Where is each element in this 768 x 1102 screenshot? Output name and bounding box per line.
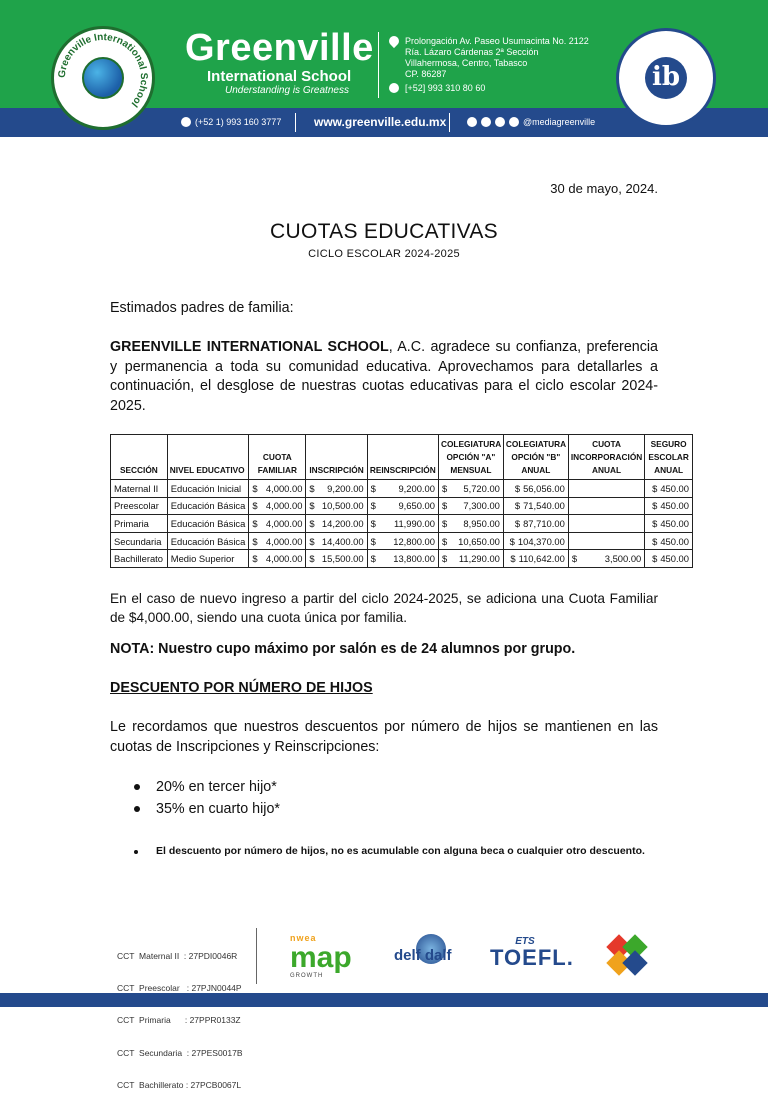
phone-icon [389,83,399,93]
table-row [111,532,693,550]
logo-text: map [290,941,352,974]
table-cell [306,550,367,568]
logo-text: TOEFL. [490,945,574,970]
school-name: GREENVILLE INTERNATIONAL SCHOOL [110,339,389,355]
ib-logo: ib [645,57,687,99]
table-cell [503,550,568,568]
table-cell [645,515,693,533]
school-brand [185,27,374,96]
table-cell [367,515,438,533]
amount: 450.00 [660,553,689,565]
column-header: SEGURO ESCOLAR ANUAL [645,435,693,480]
table-cell: Maternal II [111,480,168,498]
ib-world-school-seal [616,28,716,128]
address-line: Ría. Lázaro Cárdenas 2ª Sección [405,47,539,57]
cct-line: CCT Secundaria : 27PES0017B [117,1047,243,1058]
table-cell [438,515,503,533]
amount: 450.00 [660,482,689,494]
amount: 5,720.00 [463,482,500,494]
logo-text: delf dalf [394,947,452,964]
currency-sign: $ [309,500,315,512]
brand-subtitle: International School [207,68,352,85]
logo-text: nwea [290,933,317,943]
currency-sign: $ [441,553,448,565]
currency-sign: $ [370,535,376,547]
table-cell [645,550,693,568]
amount: 11,290.00 [458,553,500,565]
currency-sign: $ [370,500,376,512]
table-cell [249,532,306,550]
list-item: 20% en tercer hijo* [132,776,280,798]
column-header: SECCIÓN [111,435,168,480]
intro-paragraph [110,338,658,416]
instagram-icon[interactable] [495,117,505,127]
logo-shape [622,950,647,975]
bar-divider [449,113,450,132]
table-cell: Educación Inicial [167,480,249,498]
fees-table [110,434,693,568]
intro-text: , A.C. agradece su confianza, preferencia y permanencia a toda su comunidad educativa. Aprovechamos para detallarles a continuación, el desglose de nuestras cuotas educativas para el ciclo escolar 2024-2025. [110,339,658,414]
currency-sign: $ [509,535,515,547]
whatsapp-icon [181,117,191,127]
table-cell [249,515,306,533]
capacity-note: NOTA: Nuestro cupo máximo por salón es de 24 alumnos por grupo. [110,641,576,657]
table-cell: Medio Superior [167,550,249,568]
school-address [389,36,589,94]
amount: 14,200.00 [321,517,364,529]
currency-sign: $ [571,553,578,565]
amount: 14,400.00 [321,535,364,547]
currency-sign: $ [309,517,315,529]
currency-sign: $ [252,482,258,494]
table-cell: Secundaria [111,532,168,550]
table-cell [645,497,693,515]
amount: 15,500.00 [321,553,364,565]
table-cell [306,532,367,550]
column-header: INSCRIPCIÓN [306,435,367,480]
table-cell [503,532,568,550]
table-cell [367,480,438,498]
bullet-dot [134,850,138,854]
currency-sign: $ [652,500,658,512]
bar-divider [295,113,296,132]
amount: 10,500.00 [321,500,364,512]
amount: 8,950.00 [463,517,500,529]
delf-dalf-logo [394,934,452,982]
table-cell [568,532,644,550]
footer-bar [0,993,768,1007]
amount: 3,500.00 [604,553,642,565]
table-cell [645,480,693,498]
table-cell [568,515,644,533]
currency-sign: $ [441,535,448,547]
phone-number: [+52] 993 310 80 60 [405,83,486,93]
table-cell [249,497,306,515]
footnote-text: El descuento por número de hijos, no es acumulable con alguna beca o cualquier otro descuento. [156,845,645,857]
table-row [111,515,693,533]
table-cell [645,532,693,550]
table-cell: Bachillerato [111,550,168,568]
twitter-icon[interactable] [481,117,491,127]
cct-line: CCT Primaria : 27PPR0133Z [117,1015,241,1026]
table-cell [367,550,438,568]
table-cell: Preescolar [111,497,168,515]
column-header: NIVEL EDUCATIVO [167,435,249,480]
certification-logo [602,934,654,982]
table-row [111,550,693,568]
amount: 56,056.00 [523,482,565,494]
currency-sign: $ [252,517,258,529]
amount: 9,650.00 [398,500,435,512]
school-seal-logo [51,26,155,130]
table-cell [568,550,644,568]
page-subtitle: CICLO ESCOLAR 2024-2025 [308,248,460,260]
table-cell [503,497,568,515]
table-cell [249,550,306,568]
table-cell [503,480,568,498]
table-cell [306,480,367,498]
table-cell [568,497,644,515]
cct-codes [117,929,243,1102]
amount: 10,650.00 [458,535,500,547]
whatsapp-number: (+52 1) 993 160 3777 [195,117,282,127]
amount: 4,000.00 [265,535,303,547]
currency-sign: $ [514,482,521,494]
cct-line: CCT Bachillerato : 27PCB0067L [117,1080,242,1091]
table-cell [438,480,503,498]
currency-sign: $ [309,482,315,494]
currency-sign: $ [514,517,521,529]
facebook-icon[interactable] [467,117,477,127]
table-cell [367,497,438,515]
amount: 4,000.00 [265,517,303,529]
amount: 12,800.00 [393,535,435,547]
currency-sign: $ [441,517,448,529]
currency-sign: $ [652,517,658,529]
amount: 450.00 [660,517,689,529]
toefl-logo [490,936,574,982]
amount: 7,300.00 [463,500,500,512]
youtube-icon[interactable] [509,117,519,127]
table-cell [438,532,503,550]
currency-sign: $ [441,482,448,494]
table-cell: Educación Básica [167,515,249,533]
logo-text: GROWTH [290,973,324,979]
table-cell: Primaria [111,515,168,533]
table-row [111,497,693,515]
amount: 4,000.00 [265,500,303,512]
brand-name: Greenville [185,27,374,69]
currency-sign: $ [252,500,258,512]
amount: 104,370.00 [517,535,565,547]
currency-sign: $ [652,553,658,565]
table-cell [367,532,438,550]
page-title: CUOTAS EDUCATIVAS [270,220,498,243]
table-cell [568,480,644,498]
brand-tagline: Understanding is Greatness [225,85,349,96]
amount: 13,800.00 [393,553,435,565]
column-header: REINSCRIPCIÓN [367,435,438,480]
discount-heading: DESCUENTO POR NÚMERO DE HIJOS [110,680,373,696]
social-handle: @mediagreenville [523,117,596,127]
address-line: CP. 86287 [405,69,447,79]
currency-sign: $ [309,553,315,565]
currency-sign: $ [370,517,376,529]
amount: 11,990.00 [393,517,435,529]
table-cell: Educación Básica [167,532,249,550]
amount: 9,200.00 [398,482,435,494]
discount-footnote [132,843,652,860]
table-cell [306,515,367,533]
table-cell: Educación Básica [167,497,249,515]
amount: 450.00 [660,535,689,547]
column-header: COLEGIATURA OPCIÓN "A" MENSUAL [438,435,503,480]
address-line: Prolongación Av. Paseo Usumacinta No. 2122 [405,36,589,46]
currency-sign: $ [370,482,376,494]
amount: 4,000.00 [265,482,303,494]
discount-intro: Le recordamos que nuestros descuentos por número de hijos se mantienen en las cuotas de Inscripciones y Reinscripciones: [110,719,658,755]
column-header: COLEGIATURA OPCIÓN "B" ANUAL [503,435,568,480]
discount-list [132,776,280,820]
website-link[interactable]: www.greenville.edu.mx [314,115,447,129]
table-cell [249,480,306,498]
nwea-map-logo [290,933,362,981]
globe-icon [82,57,124,99]
footer-divider [256,928,257,984]
currency-sign: $ [441,500,448,512]
column-header: CUOTA INCORPORACIÓN ANUAL [568,435,644,480]
cct-line: CCT Maternal II : 27PDI0046R [117,950,238,961]
amount: 450.00 [660,500,689,512]
amount: 110,642.00 [518,553,565,565]
currency-sign: $ [309,535,315,547]
address-line: Villahermosa, Centro, Tabasco [405,58,528,68]
amount: 4,000.00 [265,553,303,565]
currency-sign: $ [514,500,521,512]
header-divider [378,32,379,98]
currency-sign: $ [252,535,258,547]
column-header: CUOTA FAMILIAR [249,435,306,480]
table-cell [503,515,568,533]
table-cell [306,497,367,515]
currency-sign: $ [370,553,376,565]
table-header-row [111,435,693,480]
amount: 87,710.00 [523,517,565,529]
cct-line: CCT Preescolar : 27PJN0044P [117,982,242,993]
letter-date: 30 de mayo, 2024. [550,181,658,196]
svg-text:Greenville International Schoo: Greenville International School [56,31,150,109]
table-cell [438,497,503,515]
logo-text: ETS [515,936,535,947]
amount: 71,540.00 [523,500,565,512]
new-enrollment-note: En el caso de nuevo ingreso a partir del ciclo 2024-2025, se adiciona una Cuota Familiar de $4,000.00, siendo una cuota única por familia. [110,591,658,625]
table-row [111,480,693,498]
currency-sign: $ [652,535,658,547]
currency-sign: $ [652,482,658,494]
amount: 9,200.00 [327,482,364,494]
list-item: 35% en cuarto hijo* [132,798,280,820]
currency-sign: $ [510,553,516,565]
greeting: Estimados padres de familia: [110,300,294,316]
currency-sign: $ [252,553,258,565]
table-cell [438,550,503,568]
